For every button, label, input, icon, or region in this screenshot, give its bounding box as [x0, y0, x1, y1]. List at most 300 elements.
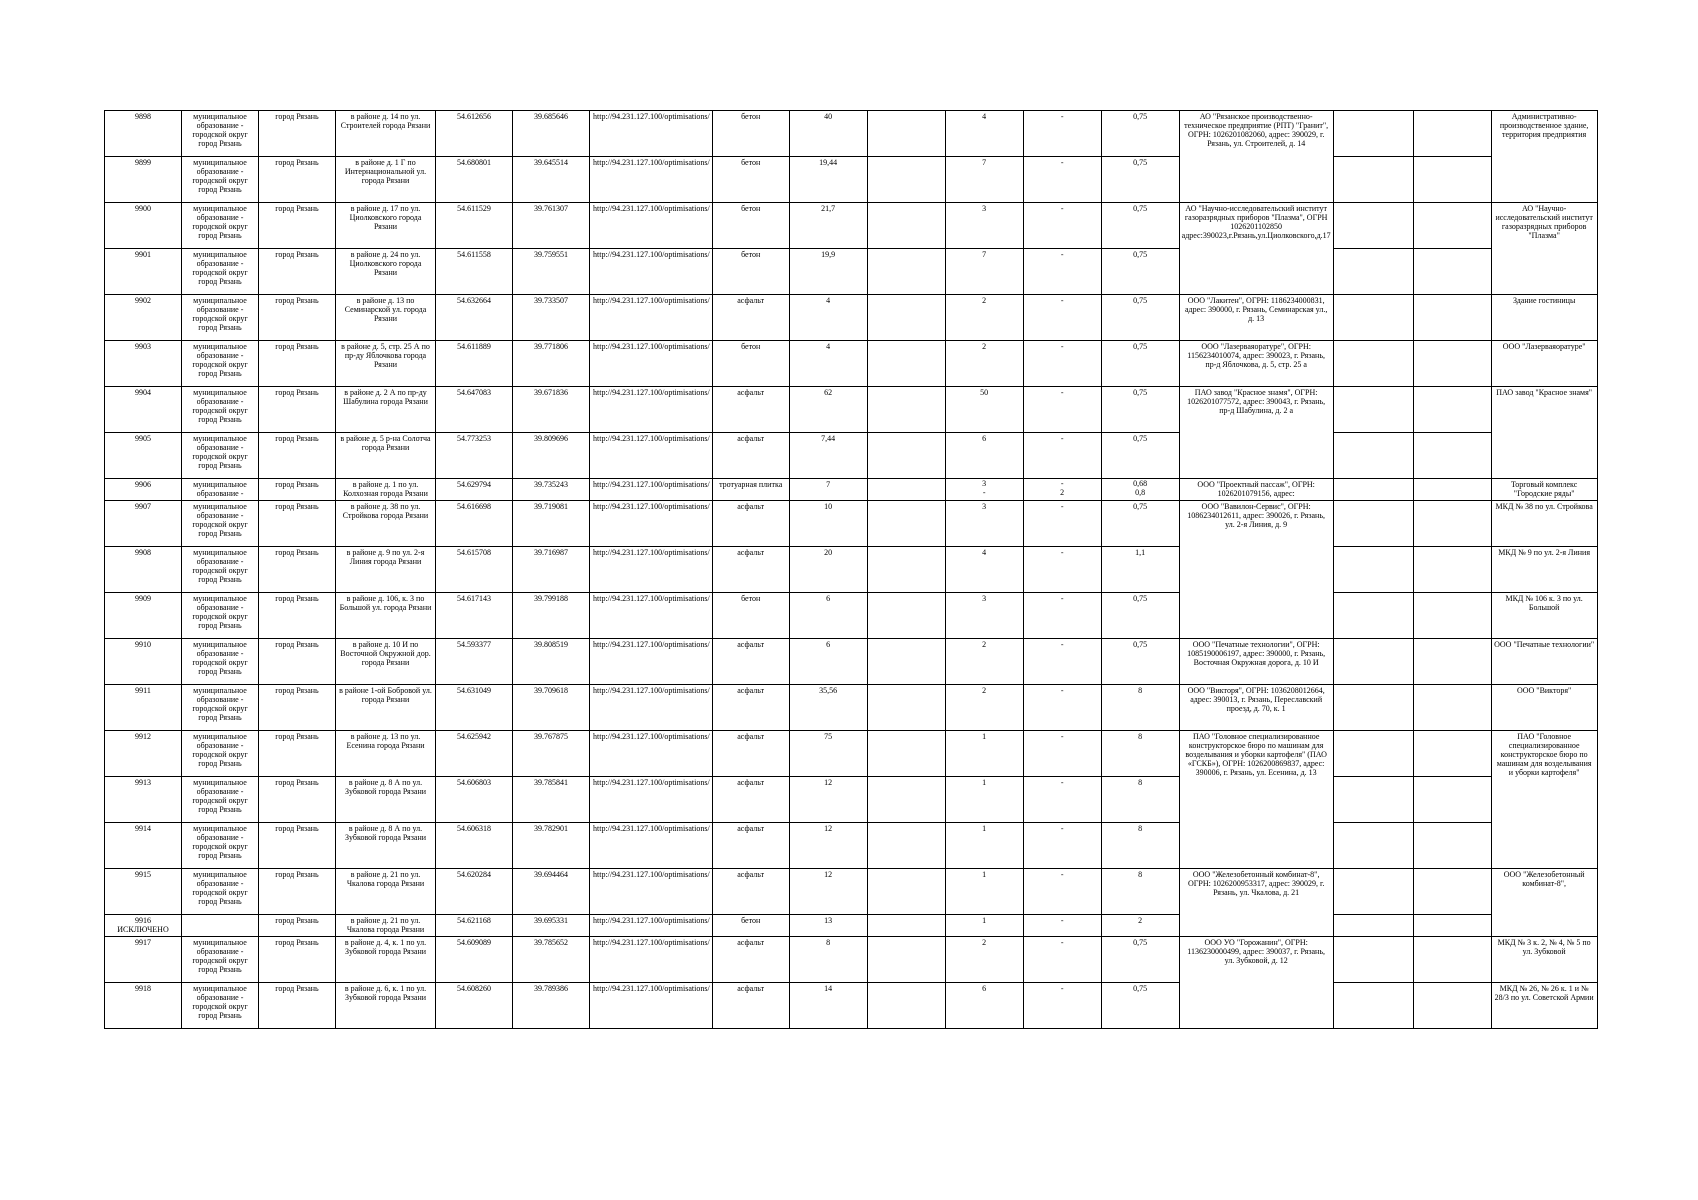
address-cell: в районе д. 5 р-на Солотча города Рязани: [336, 433, 436, 479]
coverage-cell: асфальт: [712, 731, 789, 777]
table-row: [105, 547, 1598, 593]
split-value-top: 3: [982, 479, 987, 488]
container-count-cell: 7: [945, 249, 1023, 295]
address-cell: в районе д. 38 по ул. Стройкова города Рязани: [336, 501, 436, 547]
city-cell: город Рязань: [259, 937, 336, 983]
container-count-cell: 1: [945, 823, 1023, 869]
table-row: [105, 249, 1598, 295]
longitude-cell: 39.695331: [513, 915, 590, 937]
city-cell: город Рязань: [259, 157, 336, 203]
empty-cell: [1333, 295, 1413, 341]
empty-cell: [1333, 639, 1413, 685]
longitude-cell: 39.685646: [513, 111, 590, 157]
empty-cell: [867, 731, 945, 777]
empty-cell: [1333, 433, 1413, 479]
map-link-cell: http://94.231.127.100/optimisations/: [590, 731, 713, 777]
volume-cell: 0,75: [1101, 157, 1179, 203]
empty-cell: [1413, 685, 1491, 731]
coverage-cell: асфальт: [712, 547, 789, 593]
address-cell: в районе д. 6, к. 1 по ул. Зубковой города Рязани: [336, 983, 436, 1029]
city-cell: город Рязань: [259, 479, 336, 501]
volume-cell: 0,75: [1101, 295, 1179, 341]
municipality-cell: муниципальное образование -: [182, 479, 259, 501]
address-cell: в районе д. 1 Г по Интернациональной ул. города Рязани: [336, 157, 436, 203]
empty-cell: [1333, 823, 1413, 869]
city-cell: город Рязань: [259, 639, 336, 685]
latitude-cell: 54.647083: [436, 387, 513, 433]
container-planned-cell: -: [1023, 983, 1101, 1029]
empty-cell: [1413, 777, 1491, 823]
split-value-top: 0,68: [1133, 479, 1148, 488]
empty-cell: [1413, 501, 1491, 547]
waste-source-cell: МКД № 9 по ул. 2-я Линия: [1491, 547, 1597, 593]
municipality-cell: муниципальное образование - городской округ город Рязань: [182, 501, 259, 547]
latitude-cell: 54.631049: [436, 685, 513, 731]
municipality-cell: муниципальное образование - городской округ город Рязань: [182, 823, 259, 869]
row-number-cell: 9908: [105, 547, 182, 593]
container-count-cell: 3: [945, 203, 1023, 249]
coverage-cell: бетон: [712, 341, 789, 387]
empty-cell: [1333, 341, 1413, 387]
map-link-cell: http://94.231.127.100/optimisations/: [590, 915, 713, 937]
latitude-cell: 54.593377: [436, 639, 513, 685]
city-cell: город Рязань: [259, 915, 336, 937]
split-cell: [1102, 479, 1179, 497]
container-planned-cell: -: [1023, 639, 1101, 685]
area-cell: 21,7: [789, 203, 867, 249]
city-cell: город Рязань: [259, 983, 336, 1029]
container-count-cell: 3: [945, 593, 1023, 639]
container-count-cell: 1: [945, 869, 1023, 915]
container-count-cell: 1: [945, 777, 1023, 823]
container-planned-cell: -: [1023, 685, 1101, 731]
row-number-cell: 9912: [105, 731, 182, 777]
longitude-cell: 39.645514: [513, 157, 590, 203]
row-number-cell: 9911: [105, 685, 182, 731]
container-planned-cell: -: [1023, 295, 1101, 341]
table-row: [105, 685, 1598, 731]
address-cell: в районе д. 24 по ул. Циолковского города Рязани: [336, 249, 436, 295]
empty-cell: [867, 547, 945, 593]
municipality-cell: муниципальное образование - городской округ город Рязань: [182, 983, 259, 1029]
municipality-cell: муниципальное образование - городской округ город Рязань: [182, 685, 259, 731]
table-row: [105, 777, 1598, 823]
coverage-cell: бетон: [712, 249, 789, 295]
container-count-cell: 2: [945, 295, 1023, 341]
empty-cell: [867, 203, 945, 249]
area-cell: 20: [789, 547, 867, 593]
empty-cell: [867, 777, 945, 823]
row-number-cell: 9906: [105, 479, 182, 501]
city-cell: город Рязань: [259, 593, 336, 639]
empty-cell: [867, 341, 945, 387]
owner-cell: ООО "Железобетонный комбинат-8", ОГРН: 1026200953317, адрес: 390029, г. Рязань, ул. Чкалова, д. 21: [1179, 869, 1333, 937]
longitude-cell: 39.733507: [513, 295, 590, 341]
row-number-cell: 9899: [105, 157, 182, 203]
split-value-bottom: -: [982, 488, 986, 497]
latitude-cell: 54.617143: [436, 593, 513, 639]
address-cell: в районе д. 2 А по пр-ду Шабулина города Рязани: [336, 387, 436, 433]
map-link-cell: http://94.231.127.100/optimisations/: [590, 249, 713, 295]
latitude-cell: 54.621168: [436, 915, 513, 937]
row-number-cell: 9901: [105, 249, 182, 295]
empty-cell: [1413, 341, 1491, 387]
volume-cell: 0,75: [1101, 203, 1179, 249]
container-planned-cell: -: [1023, 433, 1101, 479]
address-cell: в районе 1-ой Бобровой ул. города Рязани: [336, 685, 436, 731]
coverage-cell: асфальт: [712, 823, 789, 869]
row-number-cell: 9918: [105, 983, 182, 1029]
empty-cell: [1413, 249, 1491, 295]
latitude-cell: 54.616698: [436, 501, 513, 547]
container-count-cell: 4: [945, 111, 1023, 157]
latitude-cell: 54.606803: [436, 777, 513, 823]
volume-cell: 0,75: [1101, 249, 1179, 295]
empty-cell: [1413, 869, 1491, 915]
container-count-cell: 1: [945, 731, 1023, 777]
city-cell: город Рязань: [259, 777, 336, 823]
empty-cell: [1333, 203, 1413, 249]
city-cell: город Рязань: [259, 433, 336, 479]
address-cell: в районе д. 106, к. 3 по Большой ул. города Рязани: [336, 593, 436, 639]
city-cell: город Рязань: [259, 249, 336, 295]
latitude-cell: 54.615708: [436, 547, 513, 593]
longitude-cell: 39.694464: [513, 869, 590, 915]
city-cell: город Рязань: [259, 111, 336, 157]
container-planned-cell: -: [1023, 157, 1101, 203]
coverage-cell: асфальт: [712, 501, 789, 547]
empty-cell: [867, 983, 945, 1029]
area-cell: 4: [789, 341, 867, 387]
owner-cell: ООО "Печатные технологии", ОГРН: 1085190006197, адрес: 390000, г. Рязань, Восточная Окружная дорога, д. 10 И: [1179, 639, 1333, 685]
coverage-cell: асфальт: [712, 685, 789, 731]
municipality-cell: муниципальное образование - городской округ город Рязань: [182, 639, 259, 685]
map-link-cell: http://94.231.127.100/optimisations/: [590, 433, 713, 479]
city-cell: город Рязань: [259, 203, 336, 249]
container-planned-cell: -: [1023, 341, 1101, 387]
area-cell: 75: [789, 731, 867, 777]
owner-cell: ООО "Лакитен", ОГРН: 1186234000831, адрес: 390000, г. Рязань, Семинарская ул., д. 13: [1179, 295, 1333, 341]
longitude-cell: 39.759551: [513, 249, 590, 295]
empty-cell: [1333, 685, 1413, 731]
municipality-cell: муниципальное образование - городской округ город Рязань: [182, 731, 259, 777]
table-row: [105, 915, 1598, 937]
container-count-cell: 3: [945, 501, 1023, 547]
latitude-cell: 54.608260: [436, 983, 513, 1029]
container-planned-cell: -: [1023, 593, 1101, 639]
container-planned-cell: -: [1023, 547, 1101, 593]
address-cell: в районе д. 13 по ул. Есенина города Рязани: [336, 731, 436, 777]
row-number-cell: 9916 ИСКЛЮЧЕНО: [105, 915, 182, 937]
coverage-cell: асфальт: [712, 937, 789, 983]
empty-cell: [1413, 111, 1491, 157]
split-cell: [946, 479, 1023, 497]
coverage-cell: асфальт: [712, 869, 789, 915]
municipality-cell: муниципальное образование - городской округ город Рязань: [182, 341, 259, 387]
longitude-cell: 39.716987: [513, 547, 590, 593]
map-link-cell: http://94.231.127.100/optimisations/: [590, 111, 713, 157]
address-cell: в районе д. 21 по ул. Чкалова города Рязани: [336, 869, 436, 915]
municipality-cell: муниципальное образование - городской округ город Рязань: [182, 593, 259, 639]
city-cell: город Рязань: [259, 685, 336, 731]
volume-cell: 2: [1101, 915, 1179, 937]
waste-source-cell: ООО "Печатные технологии": [1491, 639, 1597, 685]
area-cell: 12: [789, 823, 867, 869]
map-link-cell: http://94.231.127.100/optimisations/: [590, 547, 713, 593]
split-value-top: -: [1060, 479, 1064, 488]
city-cell: город Рязань: [259, 731, 336, 777]
address-cell: в районе д. 8 А по ул. Зубковой города Рязани: [336, 777, 436, 823]
coverage-cell: бетон: [712, 593, 789, 639]
municipality-cell: муниципальное образование - городской округ город Рязань: [182, 203, 259, 249]
empty-cell: [1333, 869, 1413, 915]
container-planned-cell: -: [1023, 203, 1101, 249]
empty-cell: [867, 593, 945, 639]
city-cell: город Рязань: [259, 295, 336, 341]
map-link-cell: http://94.231.127.100/optimisations/: [590, 869, 713, 915]
empty-cell: [1413, 915, 1491, 937]
row-number-cell: 9903: [105, 341, 182, 387]
area-cell: 4: [789, 295, 867, 341]
volume-cell: 0,75: [1101, 501, 1179, 547]
map-link-cell: http://94.231.127.100/optimisations/: [590, 387, 713, 433]
area-cell: 62: [789, 387, 867, 433]
empty-cell: [1413, 983, 1491, 1029]
empty-cell: [1413, 547, 1491, 593]
municipality-cell: муниципальное образование - городской округ город Рязань: [182, 433, 259, 479]
empty-cell: [867, 111, 945, 157]
waste-source-cell: ПАО завод "Красное знамя": [1491, 387, 1597, 479]
address-cell: в районе д. 13 по Семинарской ул. города Рязани: [336, 295, 436, 341]
row-number-cell: 9907: [105, 501, 182, 547]
empty-cell: [1333, 501, 1413, 547]
container-planned-cell: -: [1023, 823, 1101, 869]
map-link-cell: http://94.231.127.100/optimisations/: [590, 983, 713, 1029]
container-planned-cell: -: [1023, 501, 1101, 547]
owner-cell: ООО "Проектный пассаж", ОГРН: 1026201079156, адрес:: [1179, 479, 1333, 501]
longitude-cell: 39.785652: [513, 937, 590, 983]
empty-cell: [1333, 479, 1413, 501]
latitude-cell: 54.620284: [436, 869, 513, 915]
empty-cell: [1413, 593, 1491, 639]
city-cell: город Рязань: [259, 341, 336, 387]
volume-cell: [1101, 479, 1179, 501]
map-link-cell: http://94.231.127.100/optimisations/: [590, 501, 713, 547]
registry-table-body: [105, 111, 1598, 1029]
coverage-cell: асфальт: [712, 777, 789, 823]
split-cell: [1024, 479, 1101, 497]
split-value-bottom: 2: [1060, 488, 1065, 497]
longitude-cell: 39.771806: [513, 341, 590, 387]
row-number-cell: 9914: [105, 823, 182, 869]
area-cell: 7,44: [789, 433, 867, 479]
container-count-cell: 2: [945, 341, 1023, 387]
latitude-cell: 54.611889: [436, 341, 513, 387]
longitude-cell: 39.789386: [513, 983, 590, 1029]
row-number-cell: 9909: [105, 593, 182, 639]
city-cell: город Рязань: [259, 823, 336, 869]
coverage-cell: бетон: [712, 203, 789, 249]
container-count-cell: 7: [945, 157, 1023, 203]
empty-cell: [1333, 157, 1413, 203]
row-number-cell: 9900: [105, 203, 182, 249]
municipality-cell: [182, 915, 259, 937]
coverage-cell: асфальт: [712, 983, 789, 1029]
coverage-cell: тротуарная плитка: [712, 479, 789, 501]
table-row: [105, 639, 1598, 685]
municipality-cell: муниципальное образование - городской округ город Рязань: [182, 937, 259, 983]
row-number-cell: 9898: [105, 111, 182, 157]
empty-cell: [867, 501, 945, 547]
empty-cell: [867, 639, 945, 685]
volume-cell: 0,75: [1101, 387, 1179, 433]
waste-source-cell: МКД № 38 по ул. Стройкова: [1491, 501, 1597, 547]
volume-cell: 0,75: [1101, 983, 1179, 1029]
registry-table: [104, 110, 1598, 1029]
empty-cell: [867, 157, 945, 203]
latitude-cell: 54.612656: [436, 111, 513, 157]
coverage-cell: асфальт: [712, 295, 789, 341]
area-cell: 10: [789, 501, 867, 547]
empty-cell: [867, 479, 945, 501]
table-row: [105, 869, 1598, 915]
empty-cell: [1333, 937, 1413, 983]
latitude-cell: 54.625942: [436, 731, 513, 777]
area-cell: 12: [789, 777, 867, 823]
empty-cell: [867, 937, 945, 983]
container-count-cell: 6: [945, 433, 1023, 479]
empty-cell: [1333, 915, 1413, 937]
area-cell: 8: [789, 937, 867, 983]
table-row: [105, 295, 1598, 341]
volume-cell: 0,75: [1101, 937, 1179, 983]
empty-cell: [867, 295, 945, 341]
waste-source-cell: ПАО "Головное специализированное конструкторское бюро по машинам для возделывания и уборки картофеля": [1491, 731, 1597, 869]
address-cell: в районе д. 10 И по Восточной Окружной дор. города Рязани: [336, 639, 436, 685]
map-link-cell: http://94.231.127.100/optimisations/: [590, 639, 713, 685]
container-count-cell: 6: [945, 983, 1023, 1029]
volume-cell: 0,75: [1101, 593, 1179, 639]
area-cell: 7: [789, 479, 867, 501]
municipality-cell: муниципальное образование - городской округ город Рязань: [182, 869, 259, 915]
empty-cell: [867, 823, 945, 869]
container-planned-cell: -: [1023, 869, 1101, 915]
empty-cell: [1333, 249, 1413, 295]
volume-cell: 0,75: [1101, 433, 1179, 479]
municipality-cell: муниципальное образование - городской округ город Рязань: [182, 249, 259, 295]
municipality-cell: муниципальное образование - городской округ город Рязань: [182, 295, 259, 341]
volume-cell: 8: [1101, 823, 1179, 869]
volume-cell: 0,75: [1101, 341, 1179, 387]
container-planned-cell: -: [1023, 777, 1101, 823]
waste-source-cell: МКД № 3 к. 2, № 4, № 5 по ул. Зубковой: [1491, 937, 1597, 983]
row-number-cell: 9913: [105, 777, 182, 823]
map-link-cell: http://94.231.127.100/optimisations/: [590, 157, 713, 203]
waste-source-cell: Административно-производственное здание, территория предприятия: [1491, 111, 1597, 203]
container-count-cell: 2: [945, 685, 1023, 731]
map-link-cell: http://94.231.127.100/optimisations/: [590, 823, 713, 869]
table-row: [105, 593, 1598, 639]
empty-cell: [1413, 203, 1491, 249]
owner-cell: ПАО "Головное специализированное конструкторское бюро по машинам для возделывания и уборки картофеля" (ПАО «ГСКБ»), ОГРН: 1026200869837, адрес: 390006, г. Рязань, ул. Есенина, д. 13: [1179, 731, 1333, 869]
area-cell: 19,9: [789, 249, 867, 295]
municipality-cell: муниципальное образование - городской округ город Рязань: [182, 157, 259, 203]
area-cell: 14: [789, 983, 867, 1029]
waste-source-cell: Торговый комплекс "Городские ряды": [1491, 479, 1597, 501]
longitude-cell: 39.735243: [513, 479, 590, 501]
latitude-cell: 54.632664: [436, 295, 513, 341]
owner-cell: ООО УО "Горожанин", ОГРН: 1136230000499, адрес: 390037, г. Рязань, ул. Зубковой, д. 12: [1179, 937, 1333, 1029]
city-cell: город Рязань: [259, 869, 336, 915]
empty-cell: [1413, 479, 1491, 501]
container-planned-cell: -: [1023, 111, 1101, 157]
empty-cell: [867, 387, 945, 433]
empty-cell: [1413, 157, 1491, 203]
volume-cell: 0,75: [1101, 111, 1179, 157]
empty-cell: [867, 915, 945, 937]
container-count-cell: 1: [945, 915, 1023, 937]
table-row: [105, 501, 1598, 547]
container-count-cell: [945, 479, 1023, 501]
map-link-cell: http://94.231.127.100/optimisations/: [590, 593, 713, 639]
latitude-cell: 54.629794: [436, 479, 513, 501]
empty-cell: [1413, 433, 1491, 479]
municipality-cell: муниципальное образование - городской округ город Рязань: [182, 111, 259, 157]
volume-cell: 8: [1101, 685, 1179, 731]
owner-cell: АО "Рязанское производственно-техническое предприятие (РПТ) "Гранит", ОГРН: 1026201082060, адрес: 390029, г. Рязань, ул. Строителей, д. 14: [1179, 111, 1333, 203]
city-cell: город Рязань: [259, 501, 336, 547]
coverage-cell: асфальт: [712, 433, 789, 479]
empty-cell: [867, 869, 945, 915]
area-cell: 6: [789, 639, 867, 685]
longitude-cell: 39.782901: [513, 823, 590, 869]
table-row: [105, 983, 1598, 1029]
area-cell: 12: [789, 869, 867, 915]
waste-source-cell: Здание гостиницы: [1491, 295, 1597, 341]
longitude-cell: 39.761307: [513, 203, 590, 249]
row-number-cell: 9904: [105, 387, 182, 433]
empty-cell: [1333, 387, 1413, 433]
owner-cell: ПАО завод "Красное знамя", ОГРН: 1026201077572, адрес: 390043, г. Рязань, пр-д Шабулина, д. 2 а: [1179, 387, 1333, 479]
container-planned-cell: -: [1023, 387, 1101, 433]
row-number-cell: 9917: [105, 937, 182, 983]
map-link-cell: http://94.231.127.100/optimisations/: [590, 295, 713, 341]
container-planned-cell: -: [1023, 249, 1101, 295]
latitude-cell: 54.611558: [436, 249, 513, 295]
longitude-cell: 39.719081: [513, 501, 590, 547]
table-row: [105, 731, 1598, 777]
latitude-cell: 54.611529: [436, 203, 513, 249]
area-cell: 19,44: [789, 157, 867, 203]
container-planned-cell: -: [1023, 731, 1101, 777]
empty-cell: [1333, 593, 1413, 639]
empty-cell: [1333, 983, 1413, 1029]
area-cell: 40: [789, 111, 867, 157]
owner-cell: ООО "Вавилон-Сервис", ОГРН: 1086234012611, адрес: 390026, г. Рязань, ул. 2-я Линия, д. 9: [1179, 501, 1333, 639]
waste-source-cell: ООО "Лазерваяоратуре": [1491, 341, 1597, 387]
empty-cell: [1413, 639, 1491, 685]
latitude-cell: 54.680801: [436, 157, 513, 203]
volume-cell: 0,75: [1101, 639, 1179, 685]
table-row: [105, 823, 1598, 869]
waste-source-cell: ООО "Викторя": [1491, 685, 1597, 731]
table-row: [105, 157, 1598, 203]
map-link-cell: http://94.231.127.100/optimisations/: [590, 203, 713, 249]
empty-cell: [1333, 777, 1413, 823]
waste-source-cell: АО "Научно-исследовательский институт газоразрядных приборов "Плазма": [1491, 203, 1597, 295]
row-number-cell: 9905: [105, 433, 182, 479]
coverage-cell: бетон: [712, 157, 789, 203]
